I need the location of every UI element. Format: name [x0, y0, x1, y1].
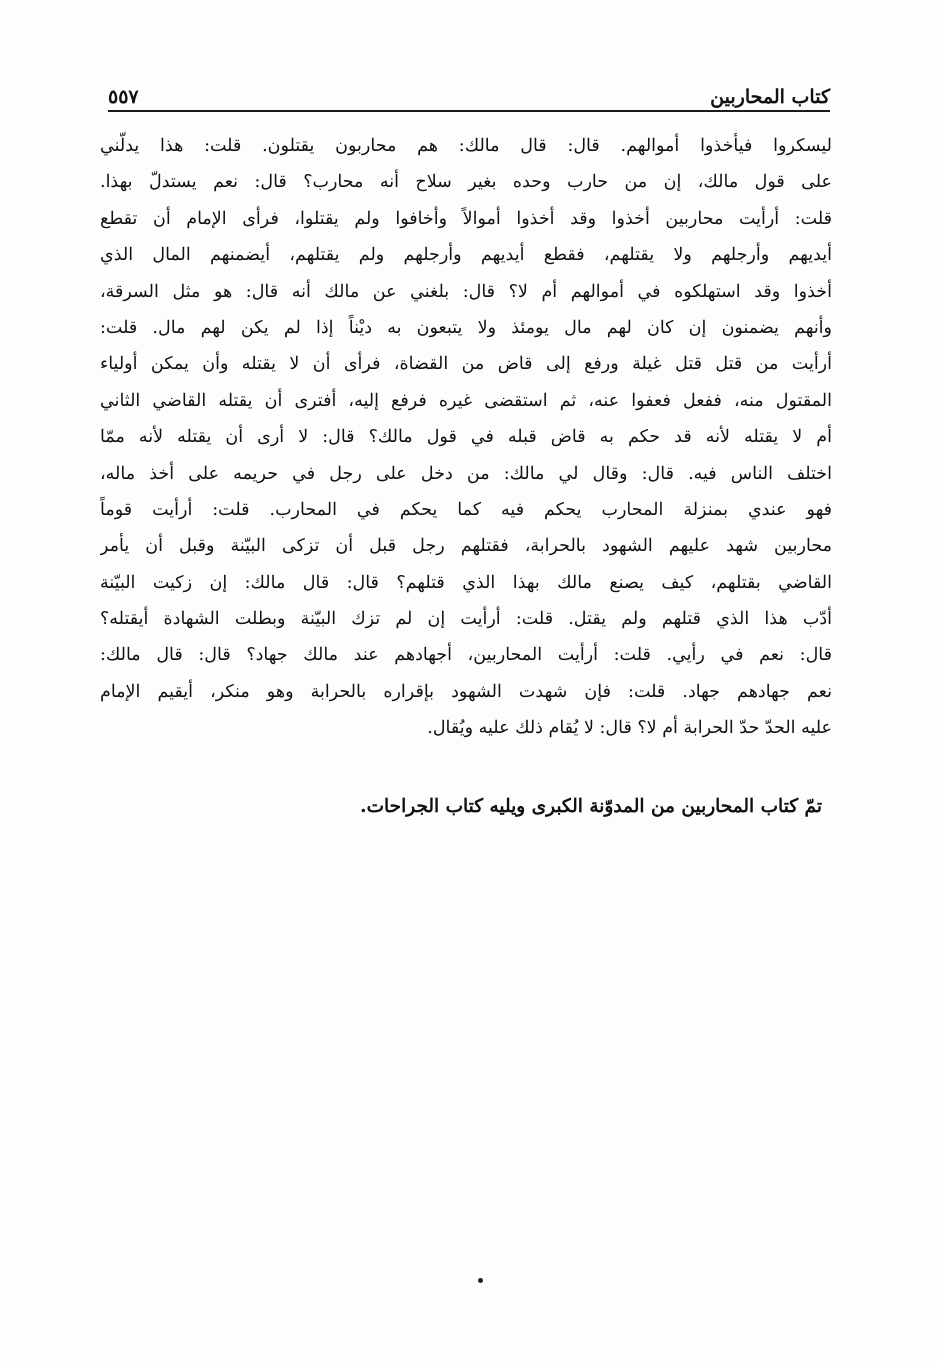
header-rule	[108, 110, 830, 112]
running-title: كتاب المحاربين	[710, 86, 830, 108]
text-line: قلت: أرأيت محاربين أخذوا وقد أخذوا أموالاً وأخافوا ولم يقتلوا، فرأى الإمام أن تقطع	[100, 208, 832, 229]
page-header	[108, 78, 830, 108]
text-line: على قول مالك، إن من حارب وحده بغير سلاح أنه محارب؟ قال: نعم يستدلّ بهذا.	[100, 172, 832, 193]
body-text	[100, 128, 832, 747]
text-line: أرأيت من قتل قتل غيلة ورفع إلى قاض من القضاة، فرأى أن لا يقتله وأن يمكن أولياء	[100, 354, 832, 375]
page-dot	[478, 1278, 483, 1283]
text-line: أيديهم وأرجلهم ولا يقتلهم، فقطع أيديهم وأرجلهم ولم يقتلهم، أيضمنهم المال الذي	[100, 245, 832, 266]
text-line: قال: نعم في رأيي. قلت: أرأيت المحاربين، أجهادهم عند مالك جهاد؟ قال: قال مالك:	[100, 645, 832, 666]
page-number: ٥٥٧	[108, 86, 139, 108]
text-line: فهو عندي بمنزلة المحارب يحكم فيه كما يحكم في المحارب. قلت: أرأيت قوماً	[100, 499, 832, 520]
closing-note: تمّ كتاب المحاربين من المدوّنة الكبرى ويليه كتاب الجراحات.	[360, 796, 822, 817]
text-line: القاضي بقتلهم، كيف يصنع مالك بهذا الذي قتلهم؟ قال: قال مالك: إن زكيت البيّنة	[100, 572, 832, 593]
text-line: أخذوا وقد استهلكوه في أموالهم أم لا؟ قال: بلغني عن مالك أنه قال: هو مثل السرقة،	[100, 281, 832, 302]
text-line: أم لا يقتله لأنه قد حكم به قاض قبله في قول مالك؟ قال: لا أرى أن يقتله لأنه ممّا	[100, 427, 832, 448]
text-line: المقتول منه، ففعل فعفوا عنه، ثم استقضى غيره فرفع إليه، أفترى أن يقتله القاضي الثاني	[100, 390, 832, 411]
text-line: أدّب هذا الذي قتلهم ولم يقتل. قلت: أرأيت إن لم تزك البيّنة وبطلت الشهادة أيقتله؟	[100, 609, 832, 630]
text-line: نعم جهادهم جهاد. قلت: فإن شهدت الشهود بإقراره بالحرابة وهو منكر، أيقيم الإمام	[100, 681, 832, 702]
text-line-last: عليه الحدّ حدّ الحرابة أم لا؟ قال: لا يُقام ذلك عليه ويُقال.	[427, 718, 832, 739]
text-line: محاربين شهد عليهم الشهود بالحرابة، فقتلهم رجل قبل أن تزكى البيّنة وقبل أن يأمر	[100, 536, 832, 557]
text-line: ليسكروا فيأخذوا أموالهم. قال: قال مالك: هم محاربون يقتلون. قلت: هذا يدلّني	[100, 136, 832, 156]
text-line: اختلف الناس فيه. قال: وقال لي مالك: من دخل على رجل في حريمه على أخذ ماله،	[100, 463, 832, 484]
text-line: وأنهم يضمنون إن كان لهم مال يومئذ ولا يتبعون به ديْناً إذا لم يكن لهم مال. قلت:	[100, 317, 832, 338]
